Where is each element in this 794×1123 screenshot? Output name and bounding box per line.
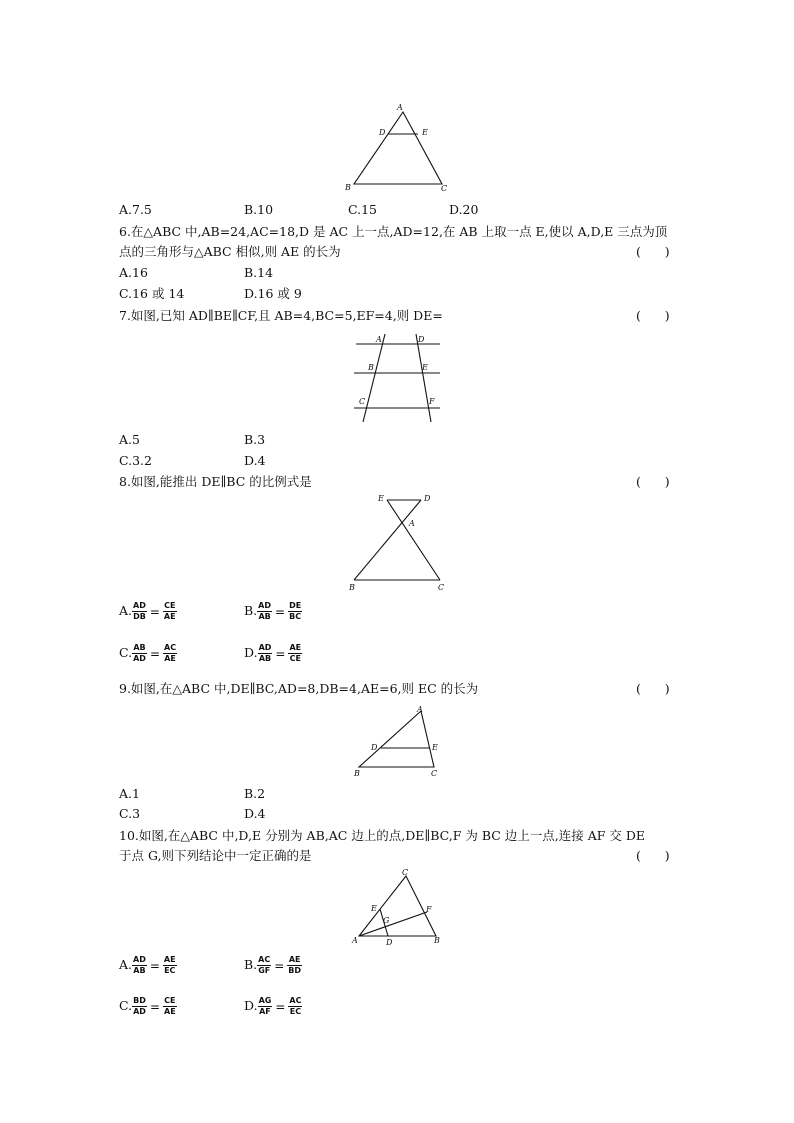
q7-option-b[interactable]: B.3	[244, 432, 266, 447]
q9-label-b: B	[354, 769, 360, 778]
q9-label-d: D	[371, 743, 378, 752]
numerator: AC	[289, 996, 302, 1005]
q9-option-c[interactable]: C.3	[119, 806, 141, 821]
q7-label-c: C	[359, 397, 366, 406]
q10-option-a-letter: A.	[119, 957, 133, 972]
numerator: AG	[258, 996, 272, 1005]
denominator: CE	[289, 654, 301, 663]
q8-option-d-letter: D.	[244, 645, 258, 660]
q8-option-b-letter: B.	[244, 603, 258, 618]
q7-stem: 7.如图,已知 AD∥BE∥CF,且 AB=4,BC=5,EF=4,则 DE=	[119, 308, 443, 323]
q8-label-a: A	[409, 519, 415, 528]
q10-stem-line2: 于点 G,则下列结论中一定正确的是	[119, 848, 312, 863]
q8-option-c-right-fraction	[163, 643, 177, 664]
q8-label-b: B	[349, 583, 355, 592]
q7-option-d[interactable]: D.4	[244, 453, 266, 468]
equals-sign: =	[149, 604, 160, 619]
q5-label-d: D	[379, 128, 386, 137]
q10-option-d-letter: D.	[244, 998, 258, 1013]
q5-option-a[interactable]: A.7.5	[119, 202, 152, 217]
equals-sign: =	[149, 646, 160, 661]
q10-label-g: G	[383, 916, 390, 925]
denominator: AB	[258, 654, 272, 663]
denominator: AE	[164, 1007, 176, 1016]
q6-answer-blank[interactable]: ( )	[636, 244, 670, 259]
q8-option-b-left-fraction	[257, 601, 272, 622]
q10-option-d[interactable]	[244, 996, 302, 1017]
q8-label-d: D	[424, 494, 431, 503]
q8-label-e: E	[378, 494, 384, 503]
q8-label-c: C	[438, 583, 445, 592]
q9-triangle-figure	[350, 702, 445, 777]
equals-sign: =	[275, 999, 286, 1014]
equals-sign: =	[275, 604, 286, 619]
q7-answer-blank[interactable]: ( )	[636, 308, 670, 323]
equals-sign: =	[149, 999, 160, 1014]
q7-label-e: E	[422, 363, 428, 372]
q10-stem-line1: 10.如图,在△ABC 中,D,E 分别为 AB,AC 边上的点,DE∥BC,F 为 BC 边上一点,连接 AF 交 DE	[119, 828, 646, 843]
q10-label-c: C	[402, 868, 409, 877]
denominator: EC	[289, 1007, 302, 1016]
denominator: AE	[163, 612, 176, 621]
q8-answer-blank[interactable]: ( )	[636, 474, 670, 489]
q6-option-b[interactable]: B.14	[244, 265, 274, 280]
q7-label-a: A	[376, 335, 382, 344]
q10-option-b[interactable]	[244, 955, 302, 976]
denominator: AD	[133, 1007, 146, 1016]
q7-label-b: B	[368, 363, 374, 372]
q10-triangle-figure	[350, 866, 450, 951]
numerator: AD	[258, 601, 272, 610]
q8-option-a-letter: A.	[119, 603, 133, 618]
denominator: AF	[259, 1007, 271, 1016]
q10-label-f: F	[426, 905, 432, 914]
q10-option-a[interactable]	[119, 955, 177, 976]
q5-triangle-figure	[340, 100, 460, 195]
denominator: AB	[258, 612, 271, 621]
q9-option-d[interactable]: D.4	[244, 806, 266, 821]
q10-option-b-letter: B.	[244, 957, 258, 972]
numerator: AB	[133, 643, 146, 652]
denominator: EC	[164, 966, 176, 975]
numerator: BD	[133, 996, 146, 1005]
denominator: BD	[288, 966, 302, 975]
q9-option-b[interactable]: B.2	[244, 786, 266, 801]
numerator: AC	[258, 955, 271, 964]
q8-option-a-right-fraction	[163, 601, 177, 622]
denominator: GF	[258, 966, 271, 975]
q7-option-a[interactable]: A.5	[119, 432, 140, 447]
q7-transversal-2	[416, 334, 431, 422]
q8-option-d[interactable]	[244, 643, 302, 664]
q10-option-c-left-fraction	[132, 996, 147, 1017]
denominator: BC	[289, 612, 302, 621]
q9-label-c: C	[431, 769, 438, 778]
numerator: AD	[258, 643, 272, 652]
q8-option-a-left-fraction	[132, 601, 147, 622]
equals-sign: =	[274, 958, 285, 973]
q8-bowtie-figure	[345, 490, 455, 595]
q7-label-d: D	[418, 335, 425, 344]
q10-option-c-letter: C.	[119, 998, 133, 1013]
q10-option-b-right-fraction	[287, 955, 302, 976]
q5-label-e: E	[422, 128, 428, 137]
q9-triangle-abc	[359, 711, 434, 767]
q8-segment-ec	[387, 500, 440, 580]
q10-option-a-left-fraction	[132, 955, 147, 976]
q7-parallel-lines-figure	[350, 330, 445, 425]
equals-sign: =	[275, 646, 286, 661]
numerator: DE	[289, 601, 302, 610]
q8-segment-db	[354, 500, 421, 580]
numerator: AD	[133, 955, 146, 964]
q8-option-d-right-fraction	[288, 643, 302, 664]
q9-answer-blank[interactable]: ( )	[636, 681, 670, 696]
numerator: AE	[288, 955, 301, 964]
q6-option-c[interactable]: C.16 或 14	[119, 286, 185, 301]
q6-option-a[interactable]: A.16	[119, 265, 148, 280]
equals-sign: =	[149, 958, 160, 973]
q10-option-c[interactable]	[119, 996, 177, 1017]
q5-label-c: C	[441, 184, 448, 193]
q9-label-e: E	[432, 743, 438, 752]
numerator: CE	[164, 601, 176, 610]
denominator: AE	[164, 654, 176, 663]
q8-option-b[interactable]	[244, 601, 302, 622]
q6-stem-line1: 6.在△ABC 中,AB=24,AC=18,D 是 AC 上一点,AD=12,在 AB 上取一点 E,使以 A,D,E 三点为顶	[119, 224, 668, 239]
numerator: AC	[164, 643, 177, 652]
q7-option-c[interactable]: C.3.2	[119, 453, 152, 468]
q7-transversal-1	[363, 334, 385, 422]
q5-triangle-abc	[354, 112, 442, 184]
q6-option-d[interactable]: D.16 或 9	[244, 286, 302, 301]
q5-option-b[interactable]: B.10	[244, 202, 274, 217]
q10-option-d-left-fraction	[258, 996, 273, 1017]
denominator: AB	[133, 966, 146, 975]
q10-label-b: B	[434, 936, 440, 945]
q10-option-b-left-fraction	[257, 955, 271, 976]
q5-label-b: B	[345, 183, 351, 192]
q10-label-d: D	[386, 938, 393, 947]
q5-label-a: A	[397, 103, 403, 112]
q9-option-a[interactable]: A.1	[119, 786, 140, 801]
denominator: DB	[133, 612, 146, 621]
q5-option-d[interactable]: D.20	[449, 202, 479, 217]
q10-label-e: E	[371, 904, 377, 913]
q9-label-a: A	[417, 705, 423, 714]
q8-option-d-left-fraction	[258, 643, 273, 664]
q10-segment-af	[359, 912, 427, 936]
numerator: AE	[289, 643, 302, 652]
q8-option-c-left-fraction	[132, 643, 147, 664]
numerator: AE	[163, 955, 176, 964]
q9-stem: 9.如图,在△ABC 中,DE∥BC,AD=8,DB=4,AE=6,则 EC 的长为	[119, 681, 479, 696]
q10-label-a: A	[352, 936, 358, 945]
denominator: AD	[133, 654, 146, 663]
q8-stem: 8.如图,能推出 DE∥BC 的比例式是	[119, 474, 312, 489]
q10-option-a-right-fraction	[163, 955, 177, 976]
q8-option-c-letter: C.	[119, 645, 133, 660]
numerator: AD	[133, 601, 146, 610]
q8-option-a[interactable]	[119, 601, 177, 622]
q7-label-f: F	[429, 397, 435, 406]
q5-option-c[interactable]: C.15	[348, 202, 377, 217]
q10-answer-blank[interactable]: ( )	[636, 848, 670, 863]
numerator: CE	[164, 996, 176, 1005]
q10-option-d-right-fraction	[288, 996, 302, 1017]
q8-option-b-right-fraction	[288, 601, 302, 622]
q10-option-c-right-fraction	[163, 996, 177, 1017]
q8-option-c[interactable]	[119, 643, 177, 664]
q6-stem-line2: 点的三角形与△ABC 相似,则 AE 的长为	[119, 244, 341, 259]
